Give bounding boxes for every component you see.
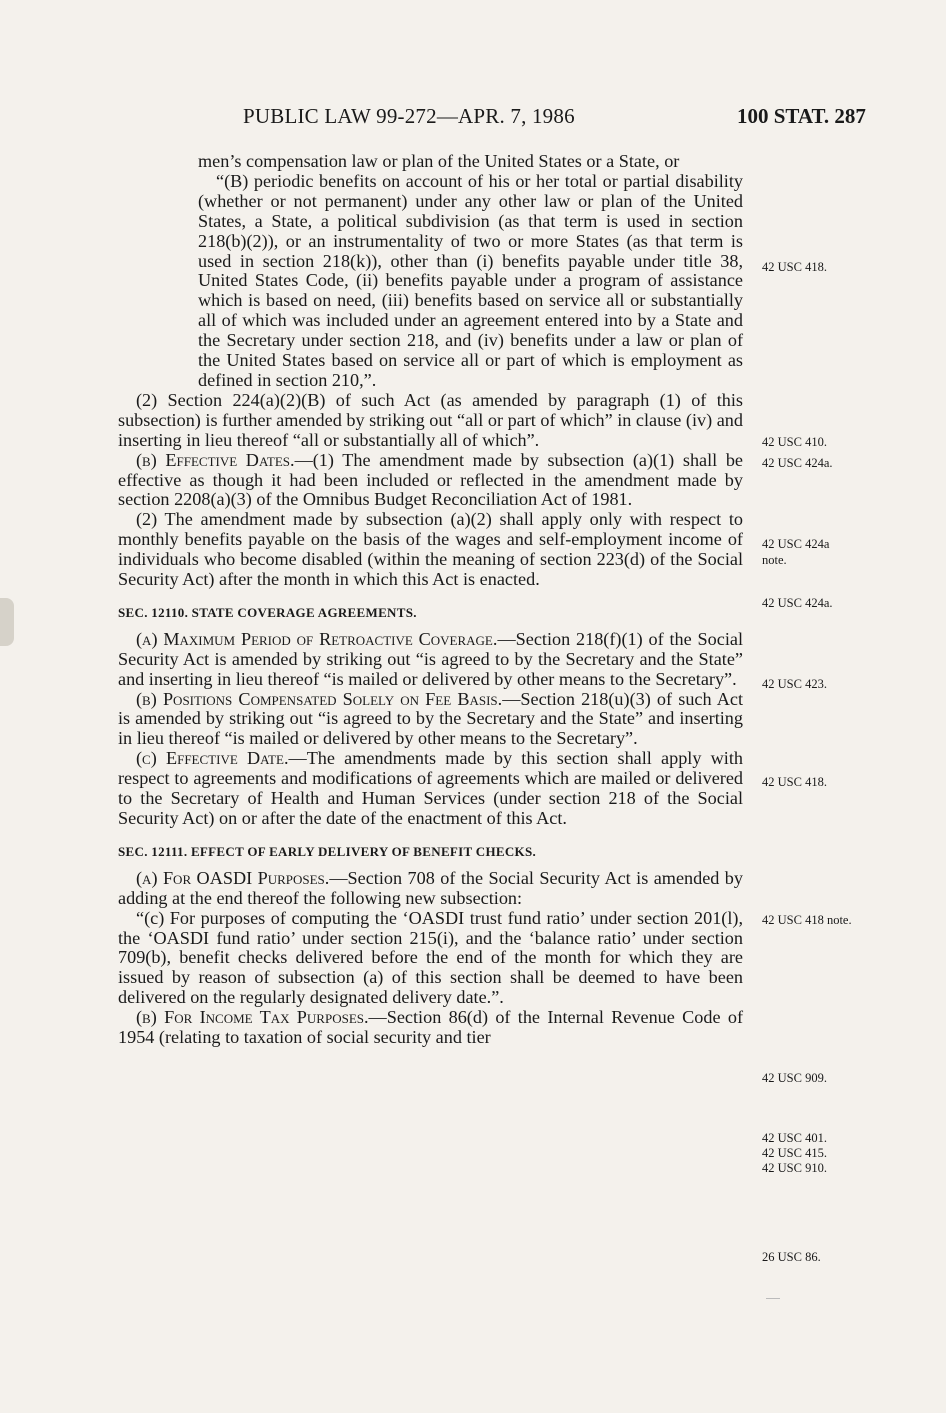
- margin-note: 42 USC 909.: [762, 1071, 827, 1085]
- body-text: [118, 152, 743, 1048]
- margin-note: 42 USC 401.: [762, 1131, 827, 1145]
- margin-note: 26 USC 86.: [762, 1250, 821, 1264]
- paragraph-heading: (b) For Income Tax Purposes.: [136, 1007, 369, 1028]
- scan-smudge: [0, 598, 14, 646]
- paragraph-heading: (a) Maximum Period of Retroactive Coverage.: [136, 628, 498, 649]
- margin-note: 42 USC 418.: [762, 260, 827, 274]
- paragraph: (2) The amendment made by subsection (a)(2) shall apply only with respect to monthly benefits payable on the basis of the wages and self-employment income of individuals who become disabled (within the meaning of section 223(d) of the Social Security Act) after the month in which this Act is enacted.: [118, 509, 743, 590]
- margin-note: 42 USC 410.: [762, 435, 827, 449]
- section-heading: SEC. 12110. STATE COVERAGE AGREEMENTS.: [118, 604, 417, 620]
- paragraph: [118, 1008, 743, 1048]
- margin-note: 42 USC 910.: [762, 1161, 827, 1175]
- margin-note: 42 USC 415.: [762, 1146, 827, 1160]
- margin-note: 42 USC 418.: [762, 775, 827, 789]
- margin-note: 42 USC 423.: [762, 677, 827, 691]
- quoted-block: [118, 152, 743, 391]
- paragraph: [118, 869, 743, 909]
- paragraph: [118, 451, 743, 511]
- paragraph: [118, 749, 743, 829]
- paragraph-heading: (a) For OASDI Purposes.: [136, 867, 330, 888]
- paragraph: men’s compensation law or plan of the United States or a State, or: [198, 151, 680, 171]
- paragraph: [118, 630, 743, 690]
- paragraph-text: —Section 86(d) of the Internal Revenue Code of 1954 (relating to taxation of social security and tier: [118, 1007, 744, 1048]
- margin-note: note.: [762, 553, 787, 567]
- margin-note: 42 USC 424a: [762, 537, 830, 551]
- paragraph-heading: (b) Effective Dates.: [136, 449, 295, 470]
- paragraph-heading: (c) Effective Date.: [136, 748, 289, 769]
- paragraph-heading: (b) Positions Compensated Solely on Fee Basis.: [136, 688, 503, 709]
- paragraph: “(c) For purposes of computing the ‘OASDI trust fund ratio’ under section 201(l), the ‘OASDI fund ratio’ under section 215(i), and the ‘balance ratio’ under section 709(b), benefit checks delivered before the end of the month for which they are issued by reason of subsection (a) of this section shall be deemed to have been delivered on the regularly designated delivery date.”.: [118, 907, 743, 1008]
- paragraph: [118, 690, 743, 750]
- paragraph-text: —Section 218(u)(3) of such Act is amended by striking out “is agreed to by the Secretary and the State” and inserting in lieu thereof “is mailed or delivered by other means to the Secretary”.: [118, 688, 743, 749]
- page-stat-number: 100 STAT. 287: [737, 104, 866, 128]
- margin-note: 42 USC 418 note.: [762, 913, 852, 927]
- paragraph-text: —Section 218(f)(1) of the Social Security Act is amended by striking out “is agreed to by the Secretary and the State” and inserting in lieu thereof “is mailed or delivered by other means to the Secretary”.: [118, 628, 744, 689]
- margin-note: 42 USC 424a.: [762, 596, 833, 610]
- paragraph-text: —Section 708 of the Social Security Act is amended by adding at the end thereof the following new subsection:: [118, 867, 743, 908]
- paragraph-text: —(1) The amendment made by subsection (a)(1) shall be effective as though it had been included or reflected in the amendment made by section 2208(a)(3) of the Omnibus Budget Reconciliation Act of 1981.: [118, 449, 744, 510]
- divider: [766, 1298, 780, 1299]
- margin-note: 42 USC 424a.: [762, 456, 833, 470]
- paragraph: (2) Section 224(a)(2)(B) of such Act (as amended by paragraph (1) of this subsection) is further amended by striking out “all or part of which” in clause (iv) and inserting in lieu thereof “all or substantially all of which”.: [118, 389, 743, 450]
- paragraph: “(B) periodic benefits on account of his or her total or partial disability (whether or not permanent) under any other law or plan of the United States, a State, a political subdivision (as that term is used in section 218(b)(2)), or an instrumentality of two or more States (as that term is used in section 218(k)), other than (i) benefits payable under title 38, United States Code, (ii) benefits payable under a program of assistance which is based on need, (iii) benefits based on service all or substantially all of which was included under an agreement entered into by a State and the Secretary under section 218, and (iv) benefits under a law or plan of the United States based on service all or part of which is employment as defined in section 210,”.: [198, 170, 743, 390]
- paragraph-text: —The amendments made by this section shall apply with respect to agreements and modifications of agreements which are mailed or delivered to the Secretary of Health and Human Services (under section 218 of the Social Security Act) on or after the date of the enactment of this Act.: [118, 748, 743, 828]
- section-heading: SEC. 12111. EFFECT OF EARLY DELIVERY OF BENEFIT CHECKS.: [118, 843, 537, 859]
- running-header-title: PUBLIC LAW 99-272—APR. 7, 1986: [243, 104, 575, 128]
